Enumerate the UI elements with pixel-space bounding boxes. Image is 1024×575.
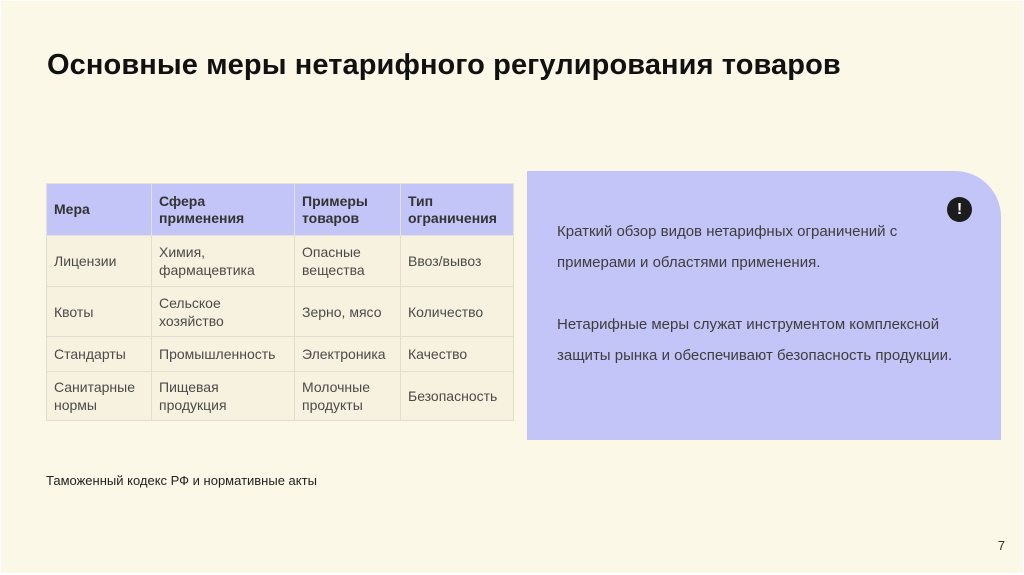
table-cell: Количество: [401, 287, 514, 337]
page-number: 7: [997, 538, 1005, 553]
table-cell: Опасные вещества: [295, 236, 401, 287]
table-cell: Электроника: [295, 337, 401, 372]
table-cell: Ввоз/вывоз: [401, 236, 514, 287]
info-paragraph: Краткий обзор видов нетарифных ограничений с примерами и областями применения.: [557, 223, 898, 271]
info-paragraph: Нетарифные меры служат инструментом комплексной защиты рынка и обеспечивают безопасность продукции.: [557, 316, 953, 364]
exclamation-icon: !: [947, 197, 972, 222]
slide-title: Основные меры нетарифного регулирования товаров: [47, 49, 841, 81]
source-footnote: Таможенный кодекс РФ и нормативные акты: [46, 473, 317, 488]
table-cell: Безопасность: [401, 372, 514, 421]
table-cell: Санитарные нормы: [47, 372, 152, 421]
table-row: [47, 287, 514, 337]
table-row: [47, 236, 514, 287]
header-examples: Примеры товаров: [295, 184, 401, 236]
table-cell: Сельское хозяйство: [152, 287, 295, 337]
table-cell: Молочные продукты: [295, 372, 401, 421]
table-cell: Пищевая продукция: [152, 372, 295, 421]
info-card-text: [557, 216, 957, 371]
table-cell: Химия, фармацевтика: [152, 236, 295, 287]
table-row: [47, 337, 514, 372]
measures-table: [46, 183, 514, 421]
table-cell: Лицензии: [47, 236, 152, 287]
header-measure: Мера: [47, 184, 152, 236]
measures-table-container: [46, 183, 513, 421]
info-card: [527, 171, 1001, 440]
slide: [1, 1, 1023, 573]
table-cell: Квоты: [47, 287, 152, 337]
header-scope: Сфера применения: [152, 184, 295, 236]
table-cell: Промышленность: [152, 337, 295, 372]
header-restriction-type: Тип ограничения: [401, 184, 514, 236]
table-cell: Зерно, мясо: [295, 287, 401, 337]
table-cell: Качество: [401, 337, 514, 372]
table-row: [47, 372, 514, 421]
table-cell: Стандарты: [47, 337, 152, 372]
table-header-row: [47, 184, 514, 236]
